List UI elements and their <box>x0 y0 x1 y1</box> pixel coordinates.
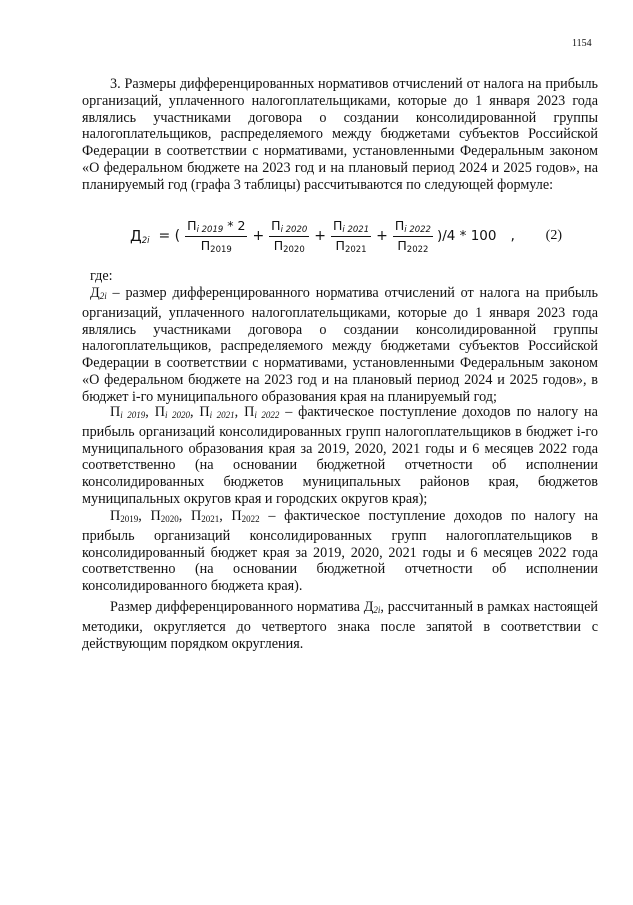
formula-term-2: $\frac{П_{i 2020}}{П_{2020}}$ <box>271 217 308 255</box>
paragraph-3: 3. Размеры дифференцированных нормативов отчислений от налога на прибыль организаций, уплаченного налогоплательщиками, которые до 1 января 2023 года являлись участниками договора о создании консолидированной группы налогоплательщиков, распределяемого между бюджетами субъектов Российской Федерации в соответствии с нормативами, установленными Федеральным законом «О федеральном бюджете на 2023 год и на плановый период 2024 и 2025 годов», на планируемый год (графа 3 таблицы) рассчитываются по следующей формуле: <box>82 76 598 193</box>
formula-plus-3: + <box>376 228 388 244</box>
formula-term-3: $\frac{П_{i 2021}}{П_{2021}}$ <box>333 217 370 255</box>
formula-body <box>130 210 590 262</box>
definition-p-i: Пi 2019, Пi 2020, Пi 2021, Пi 2022 – фактическое поступление доходов по налогу на прибыль организаций консолидированных групп налогоплательщиков в бюджет i-го муниципального образования края за 2019, 2020, 2021 годы и 6 месяцев 2022 года соответственно (на основании бюджетной отчетности об исполнении консолидированных бюджетов муниципальных районов края, бюджетов муниципальных округов края и городских округов края); <box>82 404 598 507</box>
formula-lhs: $Д_{2i}$ <box>130 226 150 246</box>
formula-2 <box>130 210 590 262</box>
formula-term-4: $\frac{П_{i 2022}}{П_{2022}}$ <box>394 217 431 255</box>
rounding-paragraph: Размер дифференцированного норматива Д2i, рассчитанный в рамках настоящей методики, округляется до четвертого знака после запятой в соответствии с действующим порядком округления. <box>82 599 598 652</box>
where-label: где: <box>90 268 113 284</box>
formula-eq-open: = ( <box>158 228 181 244</box>
formula-tail: )/4 * 100 <box>436 228 497 244</box>
formula-number: (2) <box>545 228 562 243</box>
formula-plus-2: + <box>314 228 327 244</box>
symbol-d2i: Д2i <box>90 285 107 301</box>
definition-p-total: П2019, П2020, П2021, П2022 – фактическое поступление доходов по налогу на прибыль организаций консолидированных групп налогоплательщиков в консолидированный бюджет края за 2019, 2020, 2021 годы и 6 месяцев 2022 года соответственно (на основании бюджетной отчетности об исполнении консолидированного бюджета края). <box>82 508 599 595</box>
formula-comma: , <box>510 228 515 244</box>
formula-term-1: $\frac{П_{i 2019} * 2}{П_{2019}}$ <box>187 217 246 255</box>
page-number: 1154 <box>572 38 592 49</box>
formula-plus-1: + <box>252 228 265 244</box>
definition-d2i: Д2i – размер дифференцированного норматива отчислений от налога на прибыль организаций, уплаченного налогоплательщиками, которые до 1 января 2023 года являлись участниками договора о создании консолидированной группы налогоплательщиков, распределяемого между бюджетами субъектов Российской Федерации в соответствии с нормативами, установленными Федеральным законом «О федеральном бюджете на 2023 год и на плановый период 2024 и 2025 годов», в бюджет i-го муниципального образования края на планируемый год; <box>82 285 598 405</box>
